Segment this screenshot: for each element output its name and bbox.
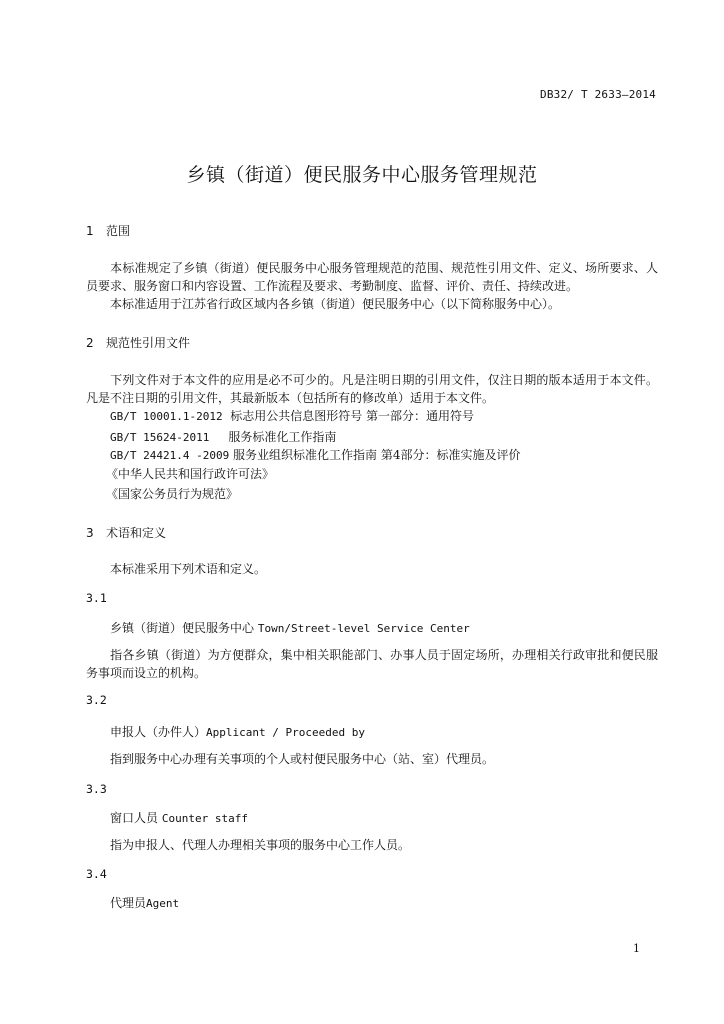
term-number: 3.4 xyxy=(86,867,107,881)
section-title: 范围 xyxy=(106,224,131,238)
reference-item: GB/T 24421.4 -2009 服务业组织标准化工作指南 第4部分：标准实施及评价 xyxy=(110,448,521,462)
section-number: 2 xyxy=(86,336,94,350)
section-number: 1 xyxy=(86,224,94,238)
references-intro: 下列文件对于本文件的应用是必不可少的。凡是注明日期的引用文件，仅注日期的版本适用于本文件。凡是不注日期的引用文件，其最新版本（包括所有的修改单）适用于本文件。 xyxy=(86,373,658,405)
reference-item: 《中华人民共和国行政许可法》 xyxy=(106,467,275,481)
reference-item: GB/T 15624-2011 服务标准化工作指南 xyxy=(110,430,337,444)
page-number: 1 xyxy=(633,942,640,955)
term-definition: 指为申报人、代理人办理相关事项的服务中心工作人员。 xyxy=(110,838,411,852)
section-title: 规范性引用文件 xyxy=(106,336,191,350)
section-heading-terms xyxy=(86,524,166,541)
section-heading-references xyxy=(86,334,190,351)
scope-paragraph-2: 本标准适用于江苏省行政区域内各乡镇（街道）便民服务中心（以下简称服务中心）。 xyxy=(110,297,561,311)
term-number: 3.3 xyxy=(86,782,107,796)
term-heading: 申报人（办件人）Applicant / Proceeded by xyxy=(110,725,365,739)
section-heading-scope xyxy=(86,222,130,239)
term-number: 3.2 xyxy=(86,693,107,707)
section-title: 术语和定义 xyxy=(106,526,167,540)
scope-paragraph-1: 本标准规定了乡镇（街道）便民服务中心服务管理规范的范围、规范性引用文件、定义、场所要求、人员要求、服务窗口和内容设置、工作流程及要求、考勤制度、监督、评价、责任、持续改进。 xyxy=(86,261,658,293)
reference-item: GB/T 10001.1-2012 标志用公共信息图形符号 第一部分：通用符号 xyxy=(110,409,475,423)
term-heading: 乡镇（街道）便民服务中心 Town/Street-level Service Center xyxy=(110,621,470,635)
document-title: 乡镇（街道）便民服务中心服务管理规范 xyxy=(186,164,538,186)
term-number: 3.1 xyxy=(86,591,107,605)
standard-number: DB32/ T 2633—2014 xyxy=(540,88,656,101)
term-heading: 窗口人员 Counter staff xyxy=(110,811,248,825)
term-definition: 指到服务中心办理有关事项的个人或村便民服务中心（站、室）代理员。 xyxy=(110,752,495,766)
term-heading: 代理员Agent xyxy=(110,896,180,910)
term-definition: 指各乡镇（街道）为方便群众，集中相关职能部门、办事人员于固定场所，办理相关行政审批和便民服务事项而设立的机构。 xyxy=(86,648,658,680)
section-number: 3 xyxy=(86,526,94,540)
reference-item: 《国家公务员行为规范》 xyxy=(106,487,239,501)
terms-intro: 本标准采用下列术语和定义。 xyxy=(110,562,267,576)
